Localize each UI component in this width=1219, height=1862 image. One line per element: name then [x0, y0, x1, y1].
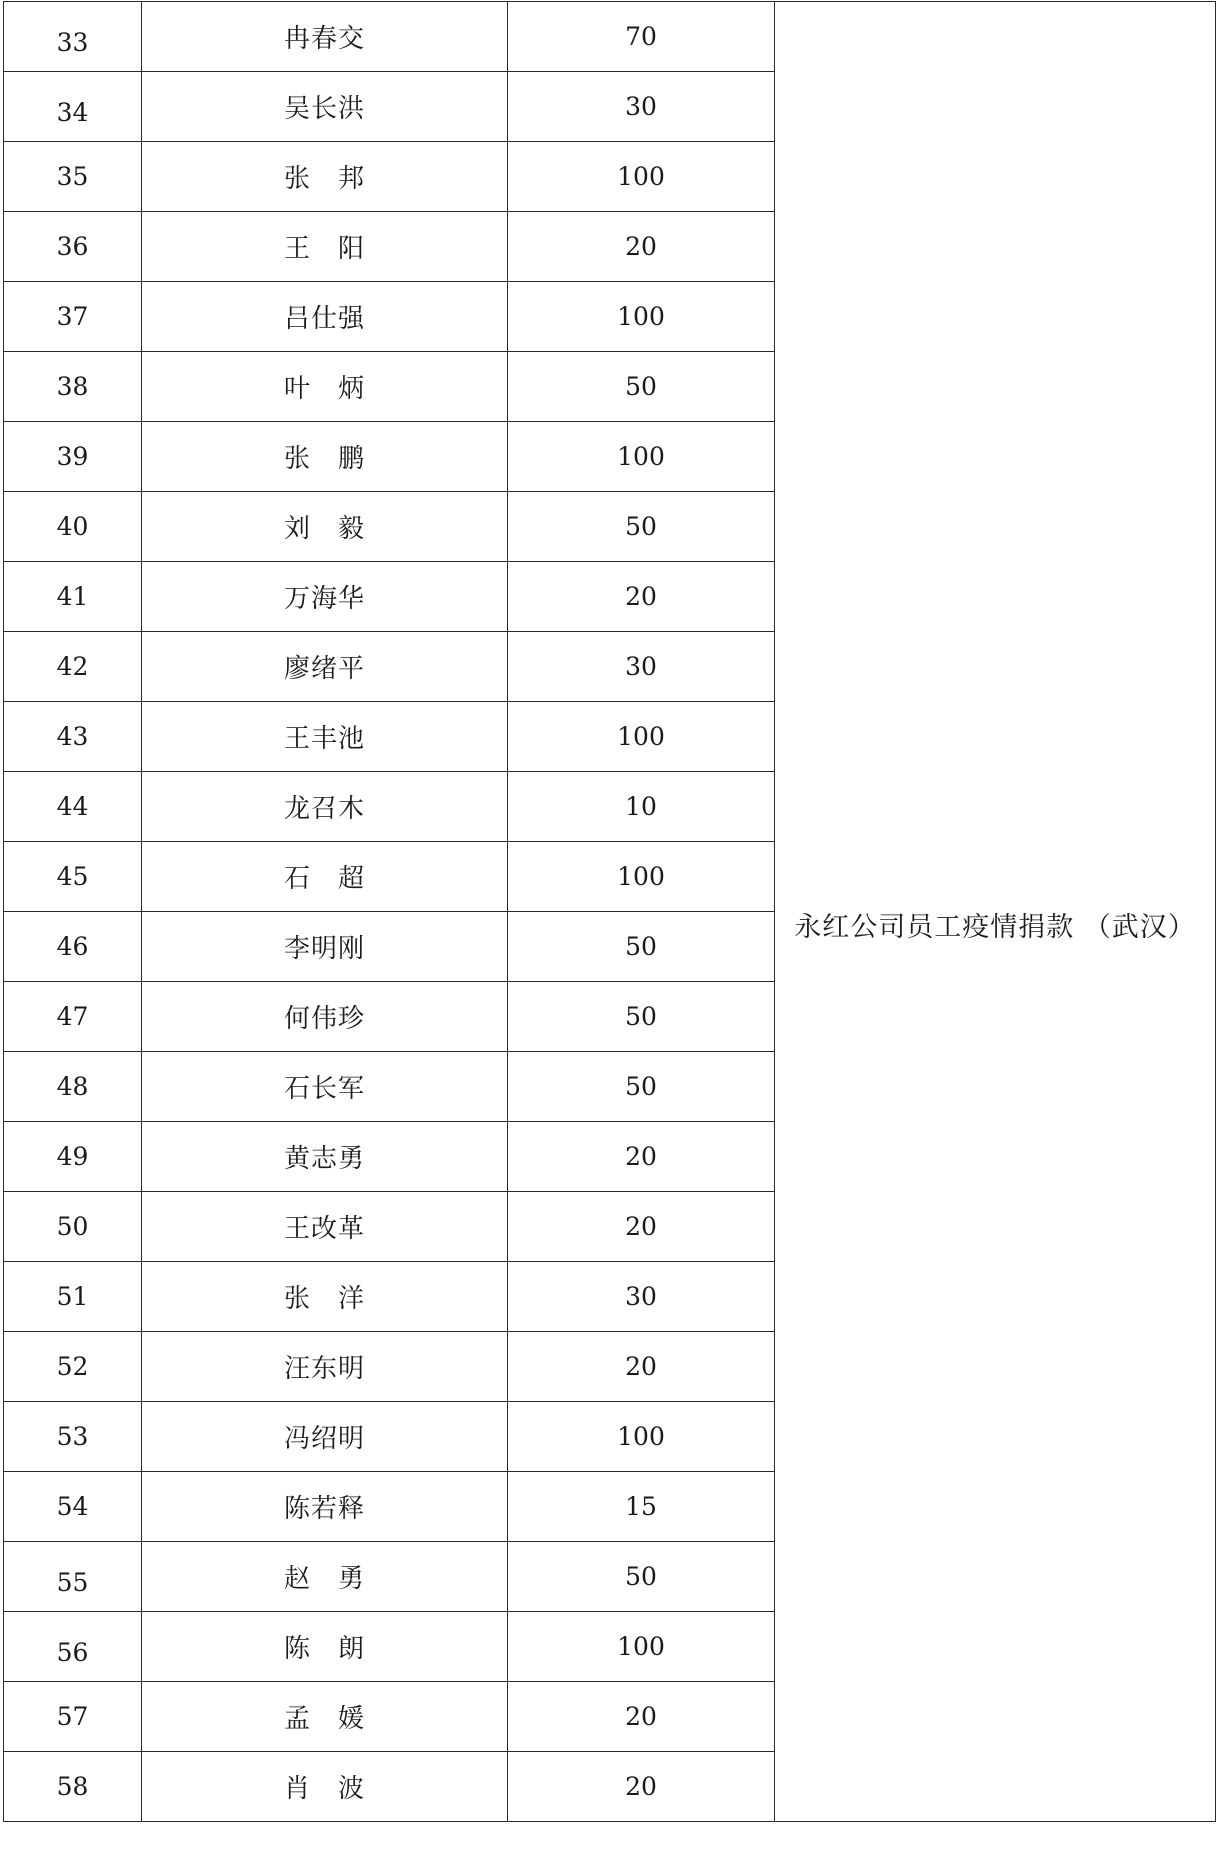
remark-text: 永红公司员工疫情捐款 （武汉）: [794, 912, 1196, 943]
row-number: 34: [56, 98, 89, 127]
donor-name: 吴长洪: [142, 72, 508, 142]
row-number: 48: [56, 1072, 89, 1101]
donor-name: 廖绪平: [142, 632, 508, 702]
row-number: 53: [56, 1422, 89, 1451]
donation-amount: 20: [508, 562, 775, 632]
donor-name: 王 阳: [142, 212, 508, 282]
donation-amount: 20: [508, 1332, 775, 1402]
row-number: 57: [56, 1702, 89, 1731]
donation-amount: 100: [508, 1612, 775, 1682]
row-number: 47: [56, 1002, 89, 1031]
donation-table: [3, 1, 1216, 1822]
donor-name: 王丰池: [142, 702, 508, 772]
row-number-cell: [4, 1122, 142, 1192]
donation-amount: 20: [508, 1122, 775, 1192]
donor-name: 赵 勇: [142, 1542, 508, 1612]
donation-amount: 50: [508, 982, 775, 1052]
row-number-cell: [4, 1542, 142, 1612]
donation-amount: 15: [508, 1472, 775, 1542]
donor-name: 龙召木: [142, 772, 508, 842]
donor-name: 王改革: [142, 1192, 508, 1262]
donation-amount: 30: [508, 72, 775, 142]
row-number: 46: [56, 932, 89, 961]
donor-name: 陈若释: [142, 1472, 508, 1542]
donation-amount: 20: [508, 212, 775, 282]
row-number: 35: [56, 162, 89, 191]
row-number-cell: [4, 562, 142, 632]
row-number: 56: [56, 1638, 89, 1667]
donation-amount: 30: [508, 1262, 775, 1332]
row-number-cell: [4, 912, 142, 982]
row-number-cell: [4, 1472, 142, 1542]
row-number-cell: [4, 1402, 142, 1472]
row-number: 38: [56, 372, 89, 401]
remark-cell: [775, 2, 1216, 1822]
row-number-cell: [4, 1262, 142, 1332]
donor-name: 陈 朗: [142, 1612, 508, 1682]
donation-amount: 30: [508, 632, 775, 702]
row-number: 51: [56, 1282, 89, 1311]
row-number-cell: [4, 702, 142, 772]
row-number: 45: [56, 862, 89, 891]
donation-amount: 50: [508, 492, 775, 562]
donation-amount: 100: [508, 282, 775, 352]
donation-amount: 20: [508, 1682, 775, 1752]
row-number: 52: [56, 1352, 89, 1381]
row-number-cell: [4, 282, 142, 352]
row-number-cell: [4, 492, 142, 562]
donor-name: 万海华: [142, 562, 508, 632]
donor-name: 黄志勇: [142, 1122, 508, 1192]
donor-name: 肖 波: [142, 1752, 508, 1822]
donor-name: 何伟珍: [142, 982, 508, 1052]
donation-amount: 10: [508, 772, 775, 842]
row-number-cell: [4, 1332, 142, 1402]
row-number: 55: [56, 1568, 89, 1597]
row-number: 44: [56, 792, 89, 821]
donation-amount: 100: [508, 842, 775, 912]
row-number: 39: [56, 442, 89, 471]
row-number: 36: [56, 232, 89, 261]
donation-amount: 50: [508, 1542, 775, 1612]
donor-name: 刘 毅: [142, 492, 508, 562]
donation-amount: 100: [508, 702, 775, 772]
donor-name: 汪东明: [142, 1332, 508, 1402]
donation-amount: 70: [508, 2, 775, 72]
row-number-cell: [4, 352, 142, 422]
row-number-cell: [4, 1752, 142, 1822]
donor-name: 李明刚: [142, 912, 508, 982]
row-number-cell: [4, 1052, 142, 1122]
donor-name: 叶 炳: [142, 352, 508, 422]
row-number: 50: [56, 1212, 89, 1241]
donor-name: 吕仕强: [142, 282, 508, 352]
row-number-cell: [4, 842, 142, 912]
row-number: 49: [56, 1142, 89, 1171]
donation-amount: 50: [508, 1052, 775, 1122]
donation-table-body: [4, 2, 1216, 1822]
donor-name: 冉春交: [142, 2, 508, 72]
row-number: 33: [56, 28, 89, 57]
donor-name: 石 超: [142, 842, 508, 912]
row-number-cell: [4, 772, 142, 842]
table-row: [4, 2, 1216, 72]
donor-name: 张 洋: [142, 1262, 508, 1332]
row-number-cell: [4, 632, 142, 702]
row-number-cell: [4, 72, 142, 142]
row-number: 40: [56, 512, 89, 541]
row-number: 43: [56, 722, 89, 751]
row-number: 41: [56, 582, 89, 611]
row-number-cell: [4, 142, 142, 212]
donor-name: 张 邦: [142, 142, 508, 212]
donation-amount: 20: [508, 1752, 775, 1822]
donor-name: 孟 媛: [142, 1682, 508, 1752]
row-number-cell: [4, 982, 142, 1052]
row-number-cell: [4, 1612, 142, 1682]
donor-name: 张 鹏: [142, 422, 508, 492]
donation-amount: 100: [508, 142, 775, 212]
row-number-cell: [4, 1682, 142, 1752]
row-number: 58: [56, 1772, 89, 1801]
row-number: 54: [56, 1492, 89, 1521]
donation-amount: 20: [508, 1192, 775, 1262]
row-number-cell: [4, 422, 142, 492]
row-number-cell: [4, 2, 142, 72]
donation-amount: 50: [508, 352, 775, 422]
donation-amount: 100: [508, 1402, 775, 1472]
row-number-cell: [4, 212, 142, 282]
row-number: 42: [56, 652, 89, 681]
row-number: 37: [56, 302, 89, 331]
donation-amount: 50: [508, 912, 775, 982]
document-page: [3, 1, 1216, 1822]
donation-amount: 100: [508, 422, 775, 492]
row-number-cell: [4, 1192, 142, 1262]
donor-name: 冯绍明: [142, 1402, 508, 1472]
donor-name: 石长军: [142, 1052, 508, 1122]
